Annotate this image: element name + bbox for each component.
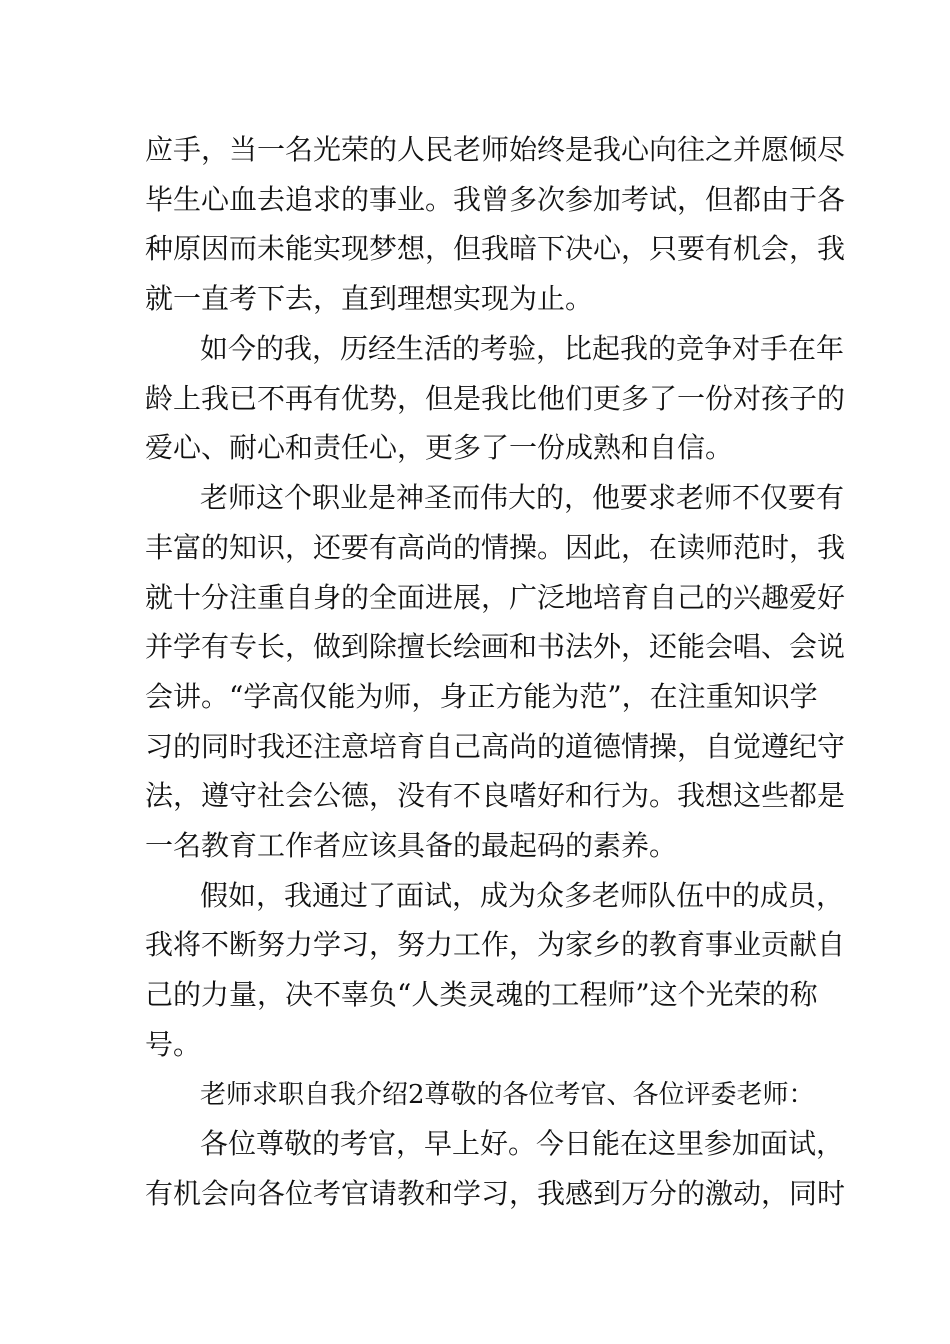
text-line: 种原因而未能实现梦想，但我暗下决心，只要有机会，我 <box>145 232 846 265</box>
text-line: 毕生心血去追求的事业。我曾多次参加考试，但都由于各 <box>145 183 846 216</box>
text-line: 有机会向各位考官请教和学习，我感到万分的激动，同时 <box>145 1177 846 1210</box>
text-line: 并学有专长，做到除擅长绘画和书法外，还能会唱、会说 <box>145 630 846 663</box>
text-line: 会讲。“学高仅能为师，身正方能为范”，在注重知识学 <box>145 680 818 713</box>
text-line: 龄上我已不再有优势，但是我比他们更多了一份对孩子的 <box>145 382 846 415</box>
text-line: 号。 <box>145 1028 202 1061</box>
section-heading: 老师求职自我介绍2尊敬的各位考官、各位评委老师： <box>200 1080 815 1110</box>
text-line: 习的同时我还注意培育自己高尚的道德情操，自觉遵纪守 <box>145 730 846 763</box>
text-line: 法，遵守社会公德，没有不良嗜好和行为。我想这些都是 <box>145 779 846 812</box>
text-line: 就一直考下去，直到理想实现为止。 <box>145 282 594 315</box>
text-line: 应手，当一名光荣的人民老师始终是我心向往之并愿倾尽 <box>145 133 846 166</box>
text-line: 一名教育工作者应该具备的最起码的素养。 <box>145 829 678 862</box>
text-line: 丰富的知识，还要有高尚的情操。因此，在读师范时，我 <box>145 531 846 564</box>
paragraph-first-line: 假如，我通过了面试，成为众多老师队伍中的成员， <box>200 879 845 912</box>
text-line: 己的力量，决不辜负“人类灵魂的工程师”这个光荣的称 <box>145 978 818 1011</box>
text-line: 爱心、耐心和责任心，更多了一份成熟和自信。 <box>145 431 734 464</box>
text-line: 就十分注重自身的全面进展，广泛地培育自己的兴趣爱好 <box>145 581 846 614</box>
text-line: 我将不断努力学习，努力工作，为家乡的教育事业贡献自 <box>145 928 846 961</box>
paragraph-first-line: 各位尊敬的考官，早上好。今日能在这里参加面试， <box>200 1127 845 1160</box>
paragraph-first-line: 老师这个职业是神圣而伟大的，他要求老师不仅要有 <box>200 481 845 514</box>
paragraph-first-line: 如今的我，历经生活的考验，比起我的竞争对手在年 <box>200 332 845 365</box>
